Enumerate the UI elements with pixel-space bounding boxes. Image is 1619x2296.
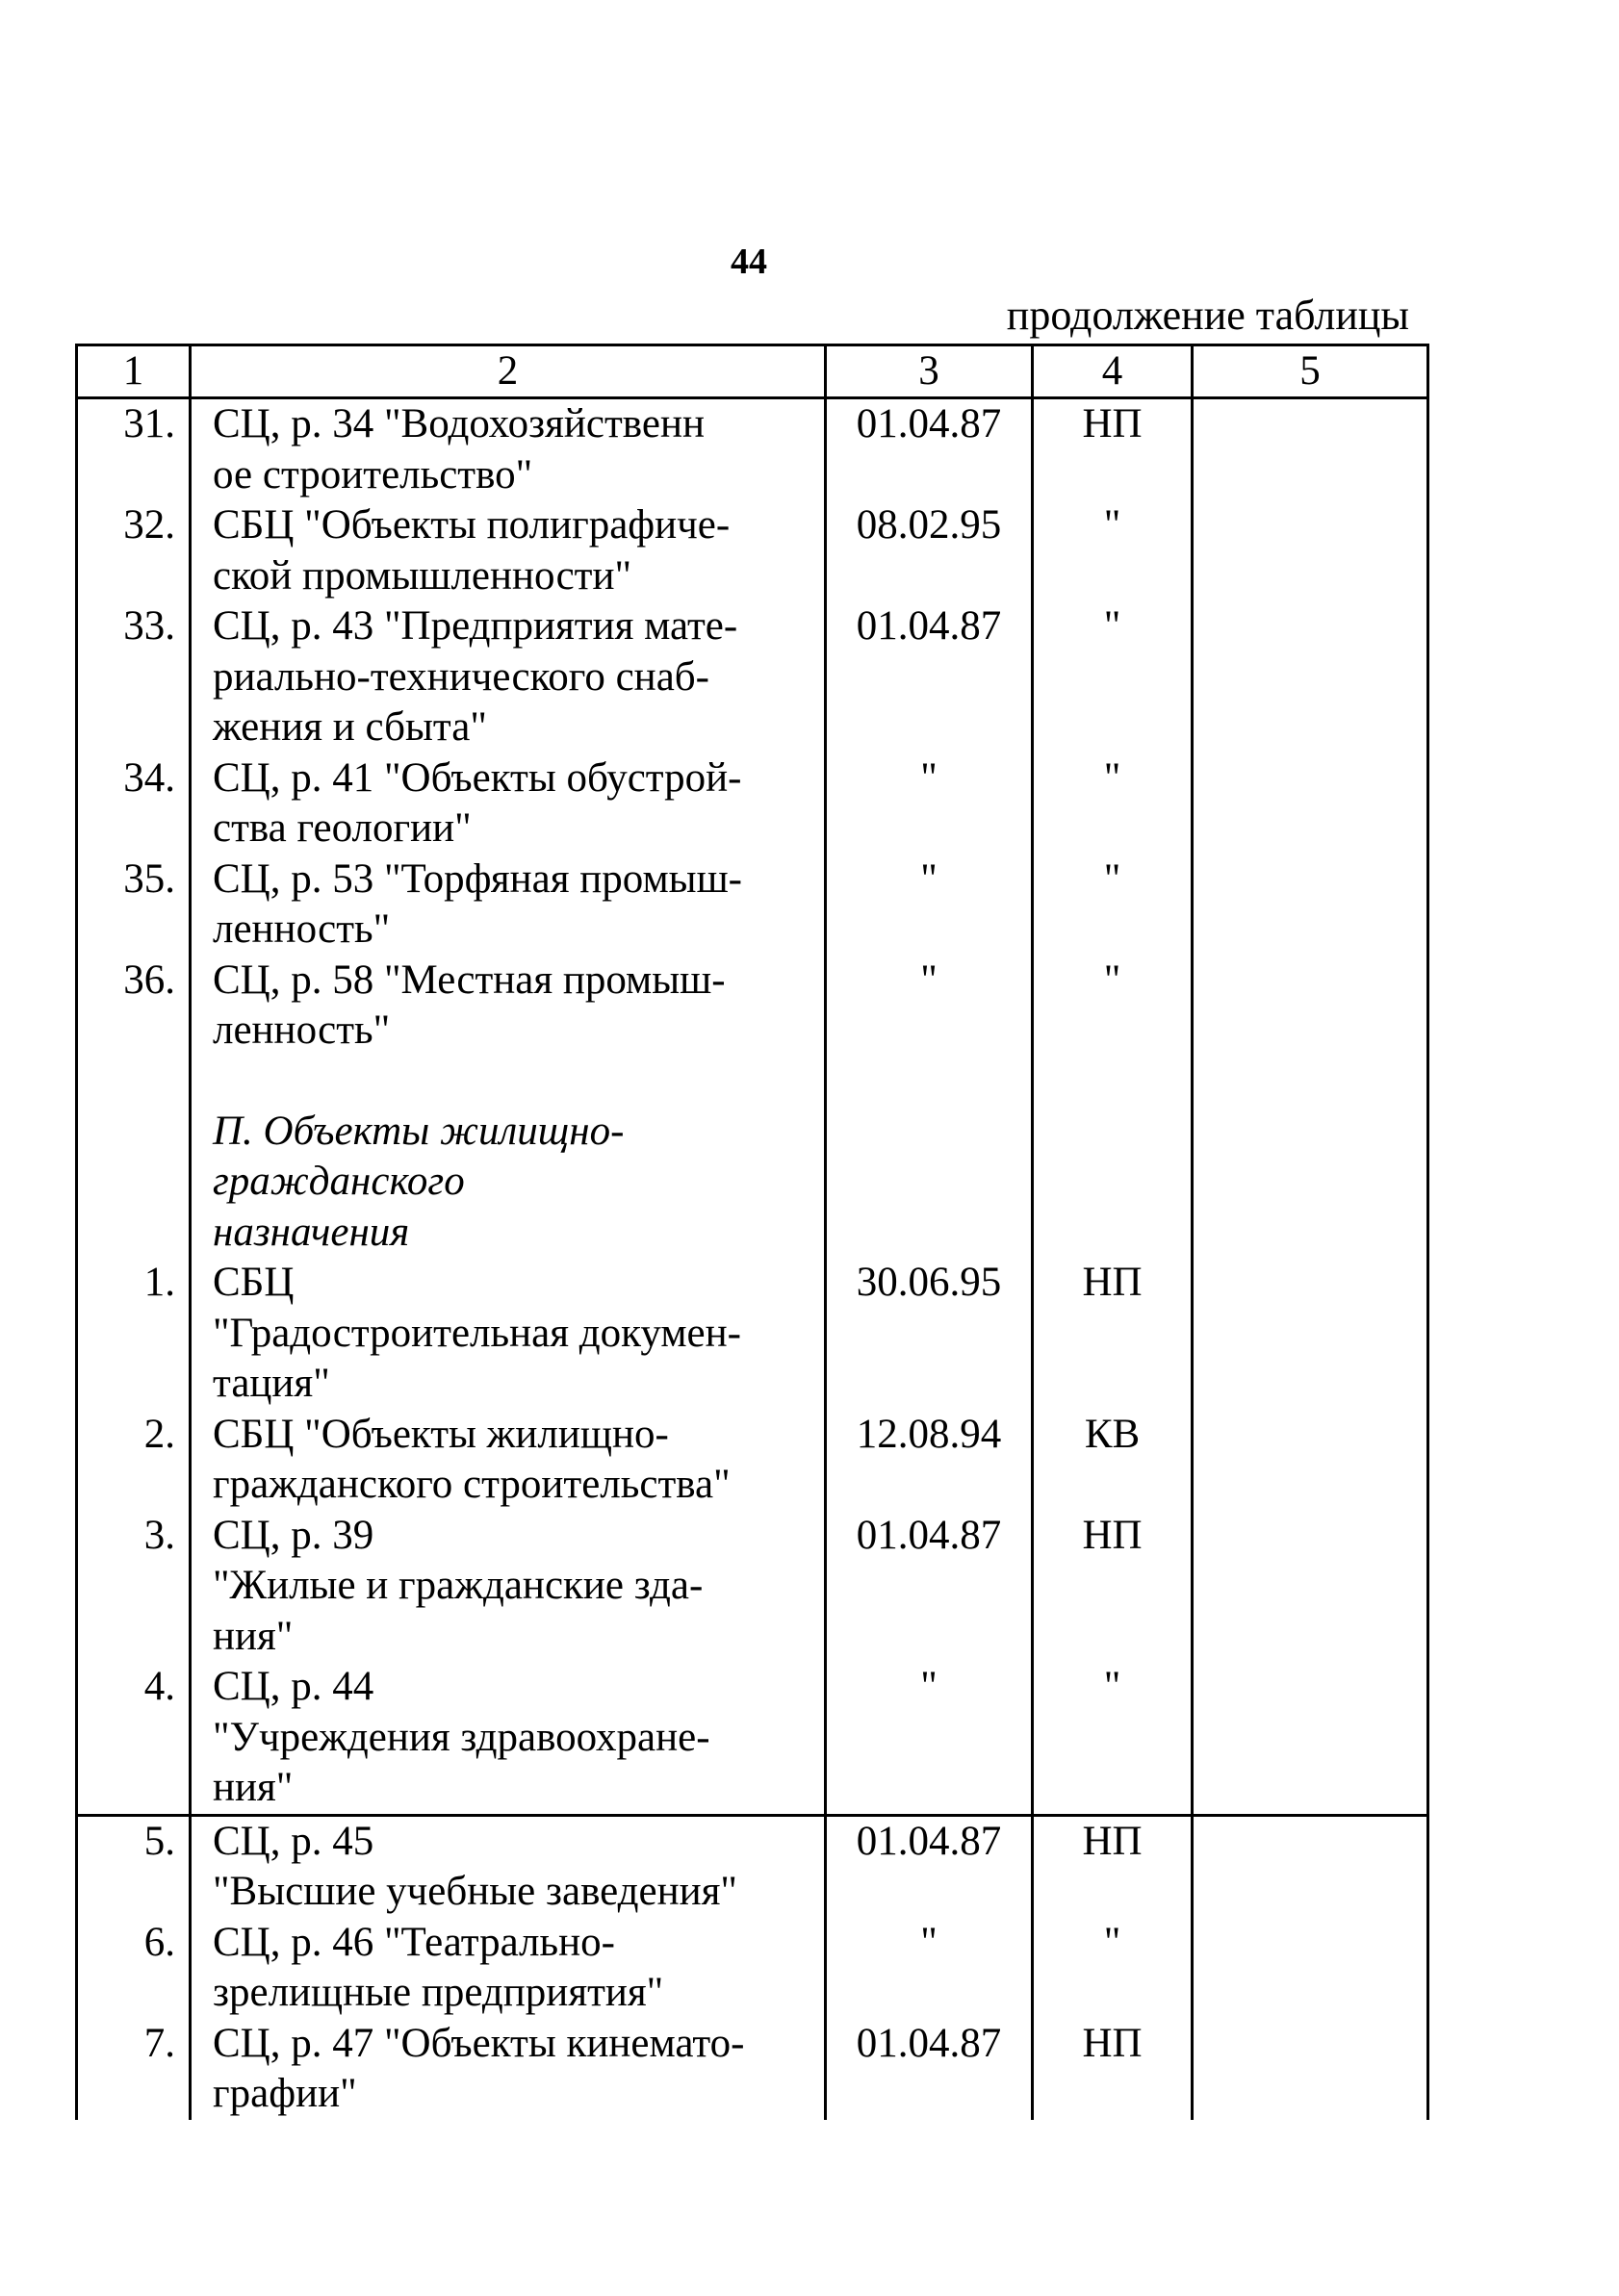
row-date: " <box>826 855 1033 956</box>
row-note <box>1193 1258 1428 1410</box>
row-date: 08.02.95 <box>826 500 1033 601</box>
row-code: " <box>1033 1662 1193 1815</box>
row-code: " <box>1033 753 1193 855</box>
row-description: СЦ, р. 58 "Местная промыш- ленность" <box>191 956 826 1057</box>
table-row <box>77 398 1428 501</box>
row-description: СЦ, р. 41 "Объекты обустрой- ства геологии" <box>191 753 826 855</box>
row-code: НП <box>1033 2019 1193 2120</box>
row-code: НП <box>1033 1258 1193 1410</box>
row-note <box>1193 500 1428 601</box>
row-code: " <box>1033 956 1193 1057</box>
row-date: 12.08.94 <box>826 1410 1033 1511</box>
row-date: " <box>826 753 1033 855</box>
price-reference-table <box>75 344 1429 2120</box>
table-row <box>77 1918 1428 2019</box>
table-row <box>77 753 1428 855</box>
row-code: НП <box>1033 398 1193 501</box>
table-row <box>77 1815 1428 1918</box>
row-date: 01.04.87 <box>826 2019 1033 2120</box>
row-date: 01.04.87 <box>826 398 1033 501</box>
row-number: 4. <box>77 1662 191 1815</box>
row-note <box>1193 398 1428 501</box>
row-note <box>1193 956 1428 1057</box>
row-number: 32. <box>77 500 191 601</box>
row-description: СЦ, р. 46 "Театрально- зрелищные предприятия" <box>191 1918 826 2019</box>
page-number: 44 <box>731 242 767 282</box>
row-number: 35. <box>77 855 191 956</box>
table-row <box>77 1410 1428 1511</box>
column-header-3: 3 <box>826 345 1033 398</box>
row-number: 36. <box>77 956 191 1057</box>
table-row <box>77 500 1428 601</box>
table-row <box>77 601 1428 753</box>
row-number: 6. <box>77 1918 191 2019</box>
row-date: 30.06.95 <box>826 1258 1033 1410</box>
table-row <box>77 1511 1428 1663</box>
row-description: СЦ, р. 44 "Учреждения здравоохране- ния" <box>191 1662 826 1815</box>
spacer-row <box>77 1057 1428 1107</box>
row-note <box>1193 1410 1428 1511</box>
section-heading-row <box>77 1107 1428 1259</box>
row-number: 33. <box>77 601 191 753</box>
row-code: " <box>1033 500 1193 601</box>
row-description: СБЦ "Градостроительная докумен- тация" <box>191 1258 826 1410</box>
row-description: СЦ, р. 34 "Водохозяйственн ое строительство" <box>191 398 826 501</box>
row-description: СЦ, р. 53 "Торфяная промыш- ленность" <box>191 855 826 956</box>
row-note <box>1193 601 1428 753</box>
table-row <box>77 2019 1428 2120</box>
row-date: " <box>826 1662 1033 1815</box>
row-code: " <box>1033 855 1193 956</box>
row-date: " <box>826 956 1033 1057</box>
row-description: СЦ, р. 43 "Предприятия мате- риально-технического снаб- жения и сбыта" <box>191 601 826 753</box>
row-note <box>1193 855 1428 956</box>
row-note <box>1193 1662 1428 1815</box>
table-body <box>77 398 1428 2120</box>
section-heading: П. Объекты жилищно- гражданского назначения <box>191 1107 826 1259</box>
row-number: 1. <box>77 1258 191 1410</box>
row-date: 01.04.87 <box>826 1815 1033 1918</box>
row-description: СБЦ "Объекты полиграфиче- ской промышленности" <box>191 500 826 601</box>
row-note <box>1193 1815 1428 1918</box>
row-note <box>1193 1511 1428 1663</box>
row-note <box>1193 2019 1428 2120</box>
row-date: 01.04.87 <box>826 1511 1033 1663</box>
row-description: СЦ, р. 45 "Высшие учебные заведения" <box>191 1815 826 1918</box>
row-number: 31. <box>77 398 191 501</box>
row-date: " <box>826 1918 1033 2019</box>
row-code: " <box>1033 1918 1193 2019</box>
row-number: 34. <box>77 753 191 855</box>
table-row <box>77 1258 1428 1410</box>
row-code: " <box>1033 601 1193 753</box>
table-continuation-caption: продолжение таблицы <box>1006 292 1409 339</box>
column-header-4: 4 <box>1033 345 1193 398</box>
row-number: 5. <box>77 1815 191 1918</box>
column-header-2: 2 <box>191 345 826 398</box>
table-row <box>77 1662 1428 1815</box>
table-row <box>77 956 1428 1057</box>
row-description: СЦ, р. 47 "Объекты кинемато- графии" <box>191 2019 826 2120</box>
column-header-5: 5 <box>1193 345 1428 398</box>
row-description: СЦ, р. 39 "Жилые и гражданские зда- ния" <box>191 1511 826 1663</box>
column-number-header <box>77 345 1428 398</box>
row-number: 2. <box>77 1410 191 1511</box>
column-header-1: 1 <box>77 345 191 398</box>
row-code: НП <box>1033 1511 1193 1663</box>
row-note <box>1193 1918 1428 2019</box>
row-code: КВ <box>1033 1410 1193 1511</box>
table-row <box>77 855 1428 956</box>
row-description: СБЦ "Объекты жилищно- гражданского строительства" <box>191 1410 826 1511</box>
row-number: 7. <box>77 2019 191 2120</box>
row-number: 3. <box>77 1511 191 1663</box>
row-code: НП <box>1033 1815 1193 1918</box>
row-note <box>1193 753 1428 855</box>
row-date: 01.04.87 <box>826 601 1033 753</box>
